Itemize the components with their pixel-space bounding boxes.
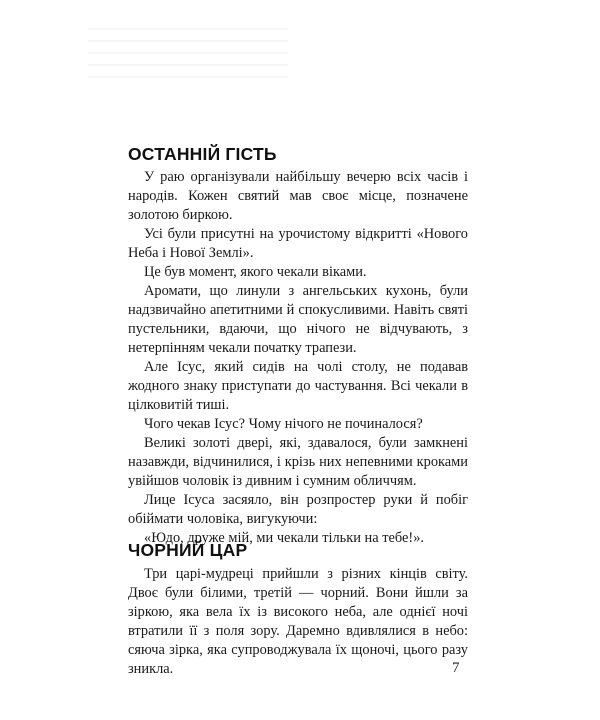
paragraph: «Юдо, друже мій, ми чекали тільки на тебе!». xyxy=(144,530,424,546)
section-title-black-king: ЧОРНИЙ ЦАР xyxy=(128,540,248,560)
paragraph: Але Ісус, який сидів на чолі столу, не подавав жодного знаку приступати до частування. Всі чекали в цілковитій тиші. xyxy=(128,359,468,413)
paragraph: Аромати, що линули з ангельських кухонь, були надзвичайно апетитними й спокусливими. Навіть святі пустельники, вдаючи, що нічого не відчувають, з нетерпінням чекали початку трапези. xyxy=(128,283,468,356)
bleed-through-text xyxy=(88,18,288,78)
paragraph: Усі були присутні на урочистому відкритті «Нового Неба і Нової Землі». xyxy=(128,226,468,261)
paragraph: Великі золоті двері, які, здавалося, були замкнені назавжди, відчинилися, і крізь них непевними кроками увійшов чоловік із дивним і сумним обличчям. xyxy=(128,435,468,489)
section-body-last-guest xyxy=(128,168,468,548)
paragraph: Три царі-мудреці прийшли з різних кінців світу. Двоє були білими, третій — чорний. Вони йшли за зіркою, яка вела їх із високого неба, але однієї ночі втратили її з поля зору. Даремно вдивлялися в небо: сяюча зірка, яка супроводжувала їх щоночі, цього разу зникла. xyxy=(128,566,468,677)
paragraph: Чого чекав Ісус? Чому нічого не починалося? xyxy=(144,416,423,432)
section-title-last-guest: ОСТАННІЙ ГІСТЬ xyxy=(128,144,277,164)
paragraph: Це був момент, якого чекали віками. xyxy=(144,264,367,280)
page-number: 7 xyxy=(452,660,460,676)
paragraph: У раю організували найбільшу вечерю всіх часів і народів. Кожен святий мав своє місце, позначене золотою биркою. xyxy=(128,169,468,223)
paragraph: Лице Ісуса засяяло, він розпростер руки й побіг обіймати чоловіка, вигукуючи: xyxy=(128,492,468,527)
section-body-black-king xyxy=(128,565,468,679)
